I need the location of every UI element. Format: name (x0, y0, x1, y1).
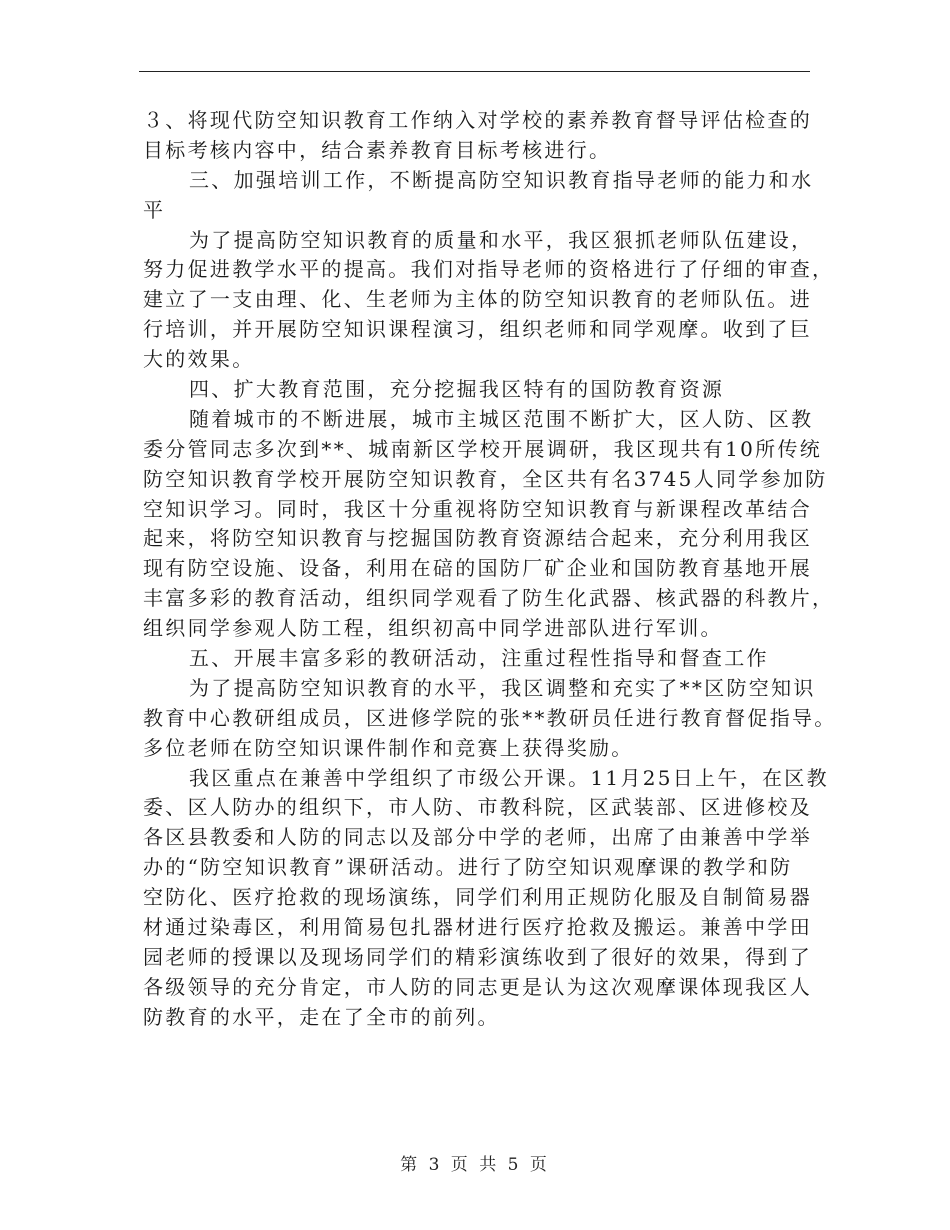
text-line: 为了提高防空知识教育的质量和水平，我区狠抓老师队伍建设， (189, 227, 814, 252)
text-line: 随着城市的不断进展，城市主城区范围不断扩大，区人防、区教 (189, 406, 814, 431)
text-line: 材通过染毒区，利用简易包扎器材进行医疗抢救及搬运。兼善中学田 (143, 915, 812, 940)
text-line: 我区重点在兼善中学组织了市级公开课。11月25日上午，在区教 (189, 765, 829, 790)
text-line: 防教育的水平，走在了全市的前列。 (143, 1004, 500, 1029)
text-line: 大的效果。 (143, 347, 255, 372)
text-line: 行培训，并开展防空知识课程演习，组织老师和同学观摩。收到了巨 (143, 317, 812, 342)
text-line: 为了提高防空知识教育的水平，我区调整和充实了**区防空知识 (189, 675, 816, 700)
text-line: 组织同学参观人防工程，组织初高中同学进部队进行军训。 (143, 616, 723, 641)
text-line: 各级领导的充分肯定，市人防的同志更是认为这次观摩课体现我区人 (143, 974, 812, 999)
text-line: 起来，将防空知识教育与挖掘国防教育资源结合起来，充分利用我区 (143, 526, 812, 551)
text-line: 各区县教委和人防的同志以及部分中学的老师，出席了由兼善中学举 (143, 825, 812, 850)
text-line: ３、将现代防空知识教育工作纳入对学校的素养教育督导评估检查的 (143, 108, 812, 132)
text-line: 丰富多彩的教育活动，组织同学观看了防生化武器、核武器的科教片， (143, 586, 835, 611)
page-number: 第 3 页 共 5 页 (400, 1155, 550, 1175)
text-line: 四、扩大教育范围，充分挖掘我区特有的国防教育资源 (189, 377, 725, 402)
text-line: 建立了一支由理、化、生老师为主体的防空知识教育的老师队伍。进 (143, 287, 812, 312)
text-line: 空防化、医疗抢救的现场演练，同学们利用正规防化服及自制简易器 (143, 885, 812, 910)
header-rule (139, 71, 810, 72)
text-line: 办的“防空知识教育”课研活动。进行了防空知识观摩课的教学和防 (143, 855, 793, 880)
text-line: 三、加强培训工作，不断提高防空知识教育指导老师的能力和水 (189, 167, 814, 192)
text-line: 现有防空设施、设备，利用在碚的国防厂矿企业和国防教育基地开展 (143, 556, 812, 581)
text-line: 目标考核内容中，结合素养教育目标考核进行。 (143, 137, 612, 162)
text-line: 教育中心教研组成员，区进修学院的张**教研员任进行教育督促指导。 (143, 705, 837, 730)
document-body (143, 106, 837, 1033)
text-line: 空知识学习。同时，我区十分重视将防空知识教育与新课程改革结合 (143, 496, 812, 521)
text-line: 努力促进教学水平的提高。我们对指导老师的资格进行了仔细的审查， (143, 257, 835, 282)
text-line: 平 (143, 197, 166, 222)
text-line: 五、开展丰富多彩的教研活动，注重过程性指导和督查工作 (189, 646, 769, 671)
text-line: 委、区人防办的组织下，市人防、市教科院，区武装部、区进修校及 (143, 795, 812, 820)
text-line: 园老师的授课以及现场同学们的精彩演练收到了很好的效果，得到了 (143, 944, 812, 969)
text-line: 多位老师在防空知识课件制作和竞赛上获得奖励。 (143, 735, 634, 760)
text-line: 委分管同志多次到**、城南新区学校开展调研，我区现共有10所传统 (143, 436, 823, 461)
text-line: 防空知识教育学校开展防空知识教育，全区共有名3745人同学参加防 (143, 466, 828, 491)
